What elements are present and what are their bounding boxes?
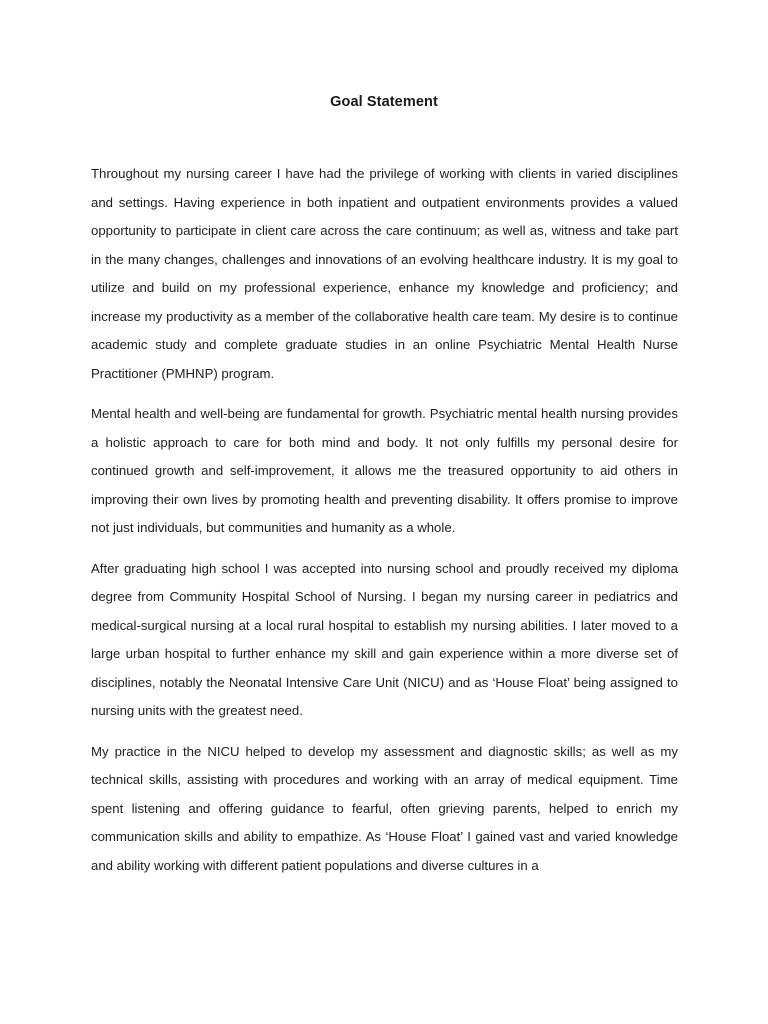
paragraph-2: Mental health and well-being are fundamental for growth. Psychiatric mental health nursing provides a holistic approach to care for both mind and body. It not only fulfills my personal desire for continued growth and self-improvement, it allows me the treasured opportunity to aid others in improving their own lives by promoting health and preventing disability. It offers promise to improve not just individuals, but communities and humanity as a whole. [91, 406, 678, 535]
paragraph-4: My practice in the NICU helped to develop my assessment and diagnostic skills; as well as my technical skills, assisting with procedures and working with an array of medical equipment. Time spent listening and offering guidance to fearful, often grieving parents, helped to enrich my communication skills and ability to empathize. As ‘House Float’ I gained vast and varied knowledge and ability working with different patient populations and diverse cultures in a [91, 743, 678, 873]
paragraph-1: Throughout my nursing career I have had the privilege of working with clients in varied disciplines and settings. Having experience in both inpatient and outpatient environments provides a valued opportunity to participate in client care across the care continuum; as well as, witness and take part in the many changes, challenges and innovations of an evolving healthcare industry. It is my goal to utilize and build on my professional experience, enhance my knowledge and proficiency; and increase my productivity as a member of the collaborative health care team. My desire is to continue academic study and complete graduate studies in an online Psychiatric Mental Health Nurse Practitioner (PMHNP) program. [91, 166, 678, 381]
document-title: Goal Statement [330, 94, 438, 110]
document-body [91, 160, 678, 880]
paragraph-3: After graduating high school I was accepted into nursing school and proudly received my diploma degree from Community Hospital School of Nursing. I began my nursing career in pediatrics and medical-surgical nursing at a local rural hospital to establish my nursing abilities. I later moved to a large urban hospital to further enhance my skill and gain experience within a more diverse set of disciplines, notably the Neonatal Intensive Care Unit (NICU) and as ‘House Float’ being assigned to nursing units with the greatest need. [91, 560, 678, 718]
